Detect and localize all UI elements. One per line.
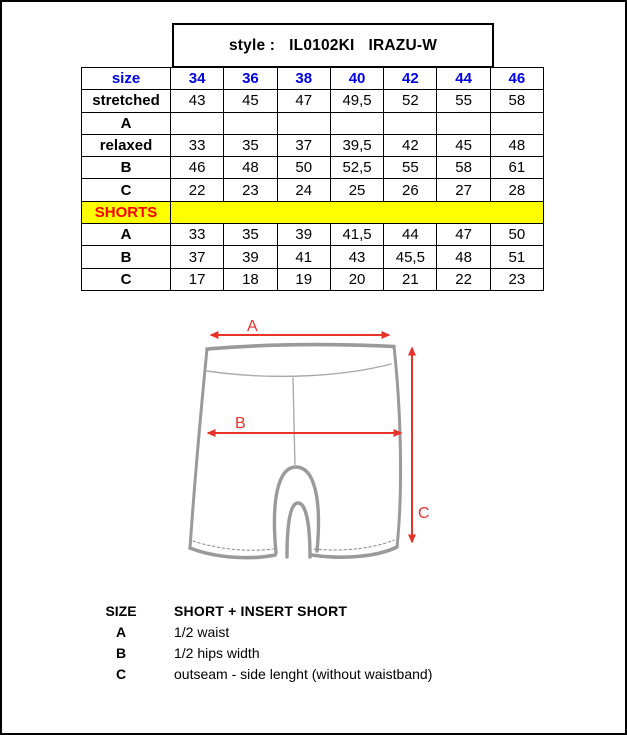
- value-cell: 23: [490, 268, 543, 290]
- legend-item-row: [90, 663, 432, 684]
- value-cell: 25: [330, 179, 383, 201]
- value-cell: [490, 112, 543, 134]
- value-cell: 33: [171, 224, 224, 246]
- shorts-waistband-bottom: [207, 364, 391, 376]
- value-cell: 39,5: [330, 134, 383, 156]
- value-cell: 26: [384, 179, 437, 201]
- style-label: style :: [228, 36, 276, 54]
- legend-item-desc: 1/2 hips width: [174, 644, 260, 661]
- value-cell: 19: [277, 268, 330, 290]
- shorts-right-stitch-line: [314, 540, 394, 550]
- value-cell: 42: [384, 134, 437, 156]
- value-cell: 33: [171, 134, 224, 156]
- legend-item-key: A: [115, 623, 127, 640]
- value-cell: 55: [437, 90, 490, 112]
- value-cell: 44: [384, 224, 437, 246]
- table-row: [82, 268, 544, 290]
- size-column-header: 38: [277, 68, 330, 90]
- legend-title-row: [90, 600, 432, 621]
- size-column-header: 34: [171, 68, 224, 90]
- value-cell: 35: [224, 134, 277, 156]
- value-cell: 49,5: [330, 90, 383, 112]
- value-cell: 48: [224, 157, 277, 179]
- size-column-header: 44: [437, 68, 490, 90]
- arrow-c-label: C: [418, 505, 430, 522]
- value-cell: 28: [490, 179, 543, 201]
- value-cell: 21: [384, 268, 437, 290]
- shorts-center-front-seam: [293, 378, 295, 467]
- value-cell: 55: [384, 157, 437, 179]
- value-cell: 22: [437, 268, 490, 290]
- row-label: A: [82, 112, 171, 134]
- measurement-legend: [90, 600, 432, 684]
- value-cell: 24: [277, 179, 330, 201]
- value-cell: 58: [490, 90, 543, 112]
- table-row: [82, 112, 544, 134]
- style-name: IRAZU-W: [368, 36, 438, 54]
- value-cell: 18: [224, 268, 277, 290]
- section-row-label: SHORTS: [82, 201, 171, 223]
- shorts-right-hem: [312, 547, 397, 557]
- value-cell: 17: [171, 268, 224, 290]
- value-cell: [437, 112, 490, 134]
- value-cell: 46: [171, 157, 224, 179]
- table-row: [82, 157, 544, 179]
- value-cell: 50: [277, 157, 330, 179]
- value-cell: 23: [224, 179, 277, 201]
- value-cell: 52: [384, 90, 437, 112]
- value-cell: 35: [224, 224, 277, 246]
- section-row: [82, 201, 544, 223]
- legend-item-key: C: [115, 665, 127, 682]
- value-cell: 41: [277, 246, 330, 268]
- value-cell: 37: [277, 134, 330, 156]
- value-cell: 50: [490, 224, 543, 246]
- value-cell: 45: [437, 134, 490, 156]
- row-label: A: [82, 224, 171, 246]
- legend-item-row: [90, 621, 432, 642]
- row-label: stretched: [82, 90, 171, 112]
- row-label: C: [82, 179, 171, 201]
- value-cell: 27: [437, 179, 490, 201]
- legend-item-desc: outseam - side lenght (without waistband): [174, 665, 433, 682]
- style-box: [172, 23, 494, 68]
- value-cell: [330, 112, 383, 134]
- table-row: [82, 90, 544, 112]
- value-cell: 39: [277, 224, 330, 246]
- value-cell: [277, 112, 330, 134]
- size-column-header: 46: [490, 68, 543, 90]
- size-column-header: 40: [330, 68, 383, 90]
- size-header-label: size: [82, 68, 171, 90]
- legend-item-desc: 1/2 waist: [174, 623, 230, 640]
- value-cell: 37: [171, 246, 224, 268]
- style-code: IL0102KI: [289, 36, 355, 54]
- size-column-header: 42: [384, 68, 437, 90]
- value-cell: 22: [171, 179, 224, 201]
- row-label: relaxed: [82, 134, 171, 156]
- shorts-right-side-seam: [394, 347, 401, 548]
- table-row: [82, 134, 544, 156]
- value-cell: 58: [437, 157, 490, 179]
- table-row: [82, 224, 544, 246]
- table-row: [82, 246, 544, 268]
- row-label: B: [82, 246, 171, 268]
- shorts-left-stitch-line: [193, 541, 273, 550]
- value-cell: 43: [171, 90, 224, 112]
- value-cell: [224, 112, 277, 134]
- arrow-a-label: A: [247, 318, 258, 335]
- value-cell: [384, 112, 437, 134]
- legend-item-row: [90, 642, 432, 663]
- value-cell: 39: [224, 246, 277, 268]
- shorts-inner-leg-gap: [287, 503, 310, 557]
- value-cell: 45: [224, 90, 277, 112]
- value-cell: 41,5: [330, 224, 383, 246]
- size-header-row: [82, 68, 544, 90]
- legend-item-key: B: [115, 644, 127, 661]
- value-cell: 48: [437, 246, 490, 268]
- value-cell: 45,5: [384, 246, 437, 268]
- value-cell: 51: [490, 246, 543, 268]
- value-cell: 48: [490, 134, 543, 156]
- shorts-crotch-seam: [274, 467, 318, 553]
- value-cell: 52,5: [330, 157, 383, 179]
- value-cell: 47: [277, 90, 330, 112]
- shorts-waistband-top: [207, 345, 394, 349]
- size-column-header: 36: [224, 68, 277, 90]
- value-cell: 20: [330, 268, 383, 290]
- legend-title-key: SIZE: [105, 602, 137, 619]
- row-label: C: [82, 268, 171, 290]
- arrow-b-label: B: [235, 415, 246, 432]
- shorts-diagram: [165, 305, 470, 600]
- row-label: B: [82, 157, 171, 179]
- table-row: [82, 179, 544, 201]
- value-cell: 61: [490, 157, 543, 179]
- value-cell: [171, 112, 224, 134]
- legend-title-value: SHORT + INSERT SHORT: [174, 602, 348, 619]
- section-row-fill: [171, 201, 544, 223]
- shorts-left-side-seam: [190, 349, 207, 548]
- size-table: [81, 67, 544, 291]
- value-cell: 43: [330, 246, 383, 268]
- value-cell: 47: [437, 224, 490, 246]
